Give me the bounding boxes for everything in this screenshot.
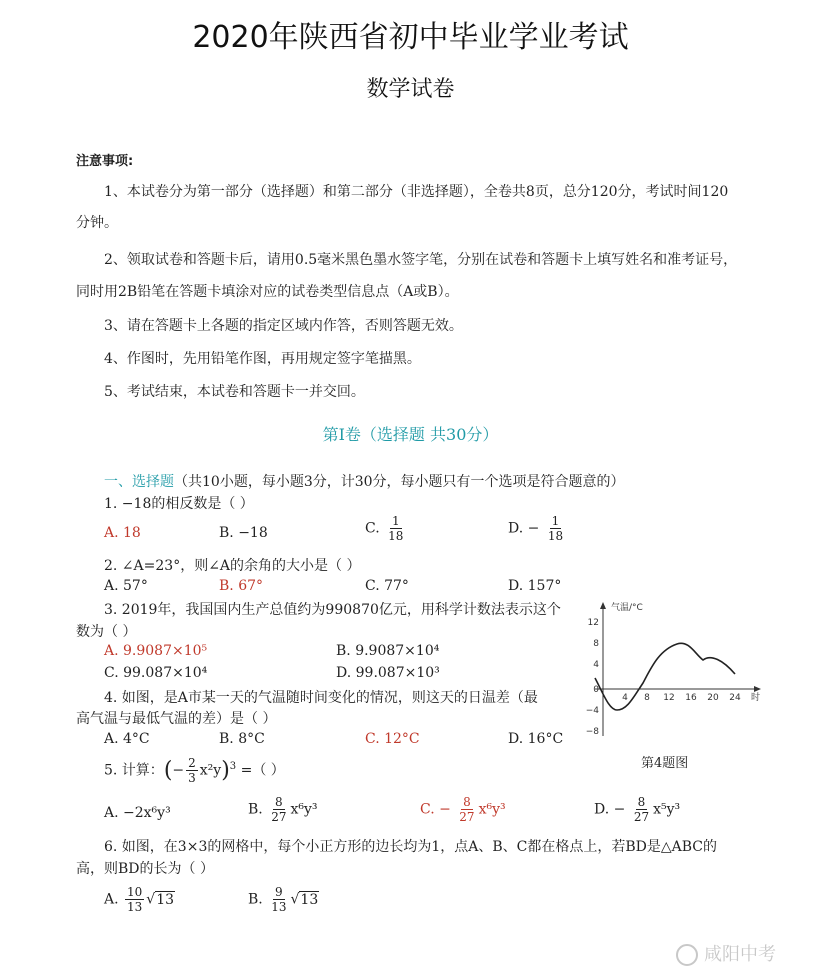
- q6-b-prefix: B.: [248, 891, 263, 908]
- q5-c-num: 8: [463, 795, 471, 809]
- q1-d-prefix: D. −: [508, 520, 540, 537]
- q2-stem: 2. ∠A=23°，则∠A的余角的大小是（ ）: [104, 558, 361, 574]
- y-tick-neg4: −4: [585, 706, 599, 716]
- q6-a-fraction: [125, 885, 144, 914]
- x-tick-4: 4: [622, 693, 628, 703]
- y-axis-label: 气温/°C: [611, 603, 643, 613]
- q5-option-a: A. −2x⁶y³: [104, 805, 171, 821]
- watermark-logo-icon: [676, 944, 698, 966]
- section-instructions: [104, 471, 625, 491]
- notice-heading: 注意事项:: [76, 154, 134, 169]
- notice-item-1: 1、本试卷分为第一部分（选择题）和第二部分（非选择题），全卷共8页，总分120分，考试时间120: [104, 184, 729, 200]
- q1-c-fraction: [386, 514, 405, 543]
- q5-option-c: [420, 795, 506, 824]
- y-tick-neg8: −8: [585, 727, 599, 737]
- notice-item-1-cont: 分钟。: [76, 215, 118, 231]
- q6-b-den: 13: [271, 900, 287, 914]
- q6-stem-cont: 高，则BD的长为（ ）: [76, 861, 214, 877]
- q3-option-b: B. 9.9087×10⁴: [336, 643, 440, 659]
- y-tick-4: 4: [593, 660, 599, 670]
- q3-stem: 3. 2019年，我国国内生产总值约为990870亿元，用科学计数法表示这个: [104, 602, 561, 618]
- q3-option-d: D. 99.087×10³: [336, 665, 440, 681]
- q6-a-radicand: 13: [156, 891, 175, 908]
- q5-stem: [104, 756, 285, 785]
- x-tick-24: 24: [729, 693, 741, 703]
- x-axis-label: 时: [751, 693, 761, 703]
- notice-item-5: 5、考试结束，本试卷和答题卡一并交回。: [104, 384, 365, 400]
- q5-c-fraction: [457, 795, 476, 824]
- q2-option-a: A. 57°: [104, 578, 148, 594]
- q5-d-num: 8: [637, 795, 646, 809]
- q5-prefix: 5. 计算：: [104, 762, 164, 779]
- x-tick-8: 8: [644, 693, 650, 703]
- x-tick-20: 20: [707, 693, 719, 703]
- q5-b-prefix: B.: [248, 801, 263, 818]
- q5-option-d: [594, 795, 680, 824]
- q5-d-fraction: [632, 795, 651, 824]
- q6-a-num: 10: [127, 885, 143, 899]
- y-tick-8: 8: [593, 639, 599, 649]
- q2-option-d: D. 157°: [508, 578, 562, 594]
- q5-d-term: x⁵y³: [653, 801, 681, 818]
- q3-option-a: A. 9.9087×10⁵: [104, 643, 208, 659]
- q5-d-prefix: D. −: [594, 801, 626, 818]
- watermark: [676, 940, 776, 966]
- q4-stem: 4. 如图，是A市某一天的气温随时间变化的情况，则这天的日温差（最: [104, 690, 538, 706]
- q4-figure-caption: 第4题图: [641, 756, 689, 771]
- q6-b-radicand: 13: [300, 891, 319, 908]
- q1-c-prefix: C.: [365, 520, 380, 537]
- q1-stem: 1. −18的相反数是（ ）: [104, 496, 254, 512]
- notice-item-4: 4、作图时，先用铅笔作图，再用规定签字笔描黑。: [104, 351, 421, 367]
- q5-close-paren: ): [221, 758, 230, 783]
- q6-option-b: B. $\frac{9}{13}$ √13: [248, 885, 319, 914]
- q1-c-den: 18: [388, 529, 404, 543]
- y-tick-12: 12: [587, 618, 599, 628]
- y-tick-0: 0: [593, 685, 599, 695]
- x-axis-arrow: [754, 686, 761, 692]
- exam-title: 2020年陕西省初中毕业学业考试: [192, 20, 629, 55]
- q5-b-fraction: [269, 795, 288, 824]
- q5-open-paren: (: [163, 758, 173, 783]
- q6-b-num: 9: [275, 885, 283, 899]
- q2-option-b: B. 67°: [219, 578, 264, 594]
- q6-a-prefix: A.: [104, 891, 119, 908]
- q1-d-den: 18: [547, 529, 564, 543]
- q5-exponent: 3: [229, 760, 237, 772]
- q5-neg: −: [172, 762, 185, 779]
- q5-d-den: 27: [633, 810, 650, 824]
- q5-fraction: [186, 756, 198, 785]
- q5-den: 3: [188, 771, 196, 785]
- q1-option-c: [365, 514, 407, 543]
- q5-b-den: 27: [271, 810, 287, 824]
- watermark-text: 咸阳中考: [704, 944, 776, 965]
- q5-suffix: =（ ）: [240, 762, 285, 779]
- q5-option-b: [248, 795, 318, 824]
- q3-stem-cont: 数为（ ）: [76, 624, 137, 640]
- section-instr-label: 一、选择题: [104, 474, 174, 490]
- q5-c-den: 27: [459, 810, 475, 824]
- section-title: 第Ⅰ卷（选择题 共30分）: [322, 425, 499, 444]
- section-instr-rest: （共10小题，每小题3分，计30分，每小题只有一个选项是符合题意的）: [174, 474, 625, 490]
- q4-temperature-graph: [585, 598, 765, 748]
- q5-c-term: x⁶y³: [478, 801, 506, 818]
- y-axis-arrow: [600, 602, 606, 609]
- q5-b-term: x⁶y³: [290, 801, 318, 818]
- q1-c-num: 1: [391, 514, 400, 528]
- q4-option-c: C. 12°C: [365, 731, 420, 747]
- x-tick-16: 16: [685, 693, 697, 703]
- q4-option-b: B. 8°C: [219, 731, 265, 747]
- q1-d-fraction: [546, 514, 565, 543]
- q2-option-c: C. 77°: [365, 578, 409, 594]
- notice-item-2-cont: 同时用2B铅笔在答题卡填涂对应的试卷类型信息点（A或B）。: [76, 284, 459, 300]
- q1-option-b: B. −18: [219, 525, 268, 541]
- q4-option-a: A. 4°C: [104, 731, 150, 747]
- q4-stem-cont: 高气温与最低气温的差）是（ ）: [76, 711, 277, 727]
- q1-option-d: [508, 514, 567, 543]
- notice-item-2: 2、领取试卷和答题卡后，请用0.5毫米黑色墨水签字笔，分别在试卷和答题卡上填写姓名和准考证号，: [104, 252, 738, 268]
- q5-c-prefix: C. −: [420, 801, 451, 818]
- q1-d-num: 1: [551, 514, 560, 528]
- q5-term: x²y: [199, 762, 222, 779]
- q1-option-a: A. 18: [104, 525, 141, 541]
- notice-item-3: 3、请在答题卡上各题的指定区域内作答，否则答题无效。: [104, 318, 463, 334]
- q5-b-num: 8: [275, 795, 283, 809]
- q5-num: 2: [188, 756, 196, 770]
- q4-option-d: D. 16°C: [508, 731, 564, 747]
- x-tick-12: 12: [663, 693, 675, 703]
- q3-option-c: C. 99.087×10⁴: [104, 665, 208, 681]
- q6-a-den: 13: [127, 900, 143, 914]
- q6-b-fraction: [269, 885, 288, 914]
- exam-subtitle: 数学试卷: [366, 77, 455, 102]
- q6-stem: 6. 如图，在3×3的网格中，每个小正方形的边长均为1，点A、B、C都在格点上，若BD是△ABC的: [104, 839, 718, 855]
- q6-option-a: A. $\frac{10}{13}$ √13: [104, 885, 175, 914]
